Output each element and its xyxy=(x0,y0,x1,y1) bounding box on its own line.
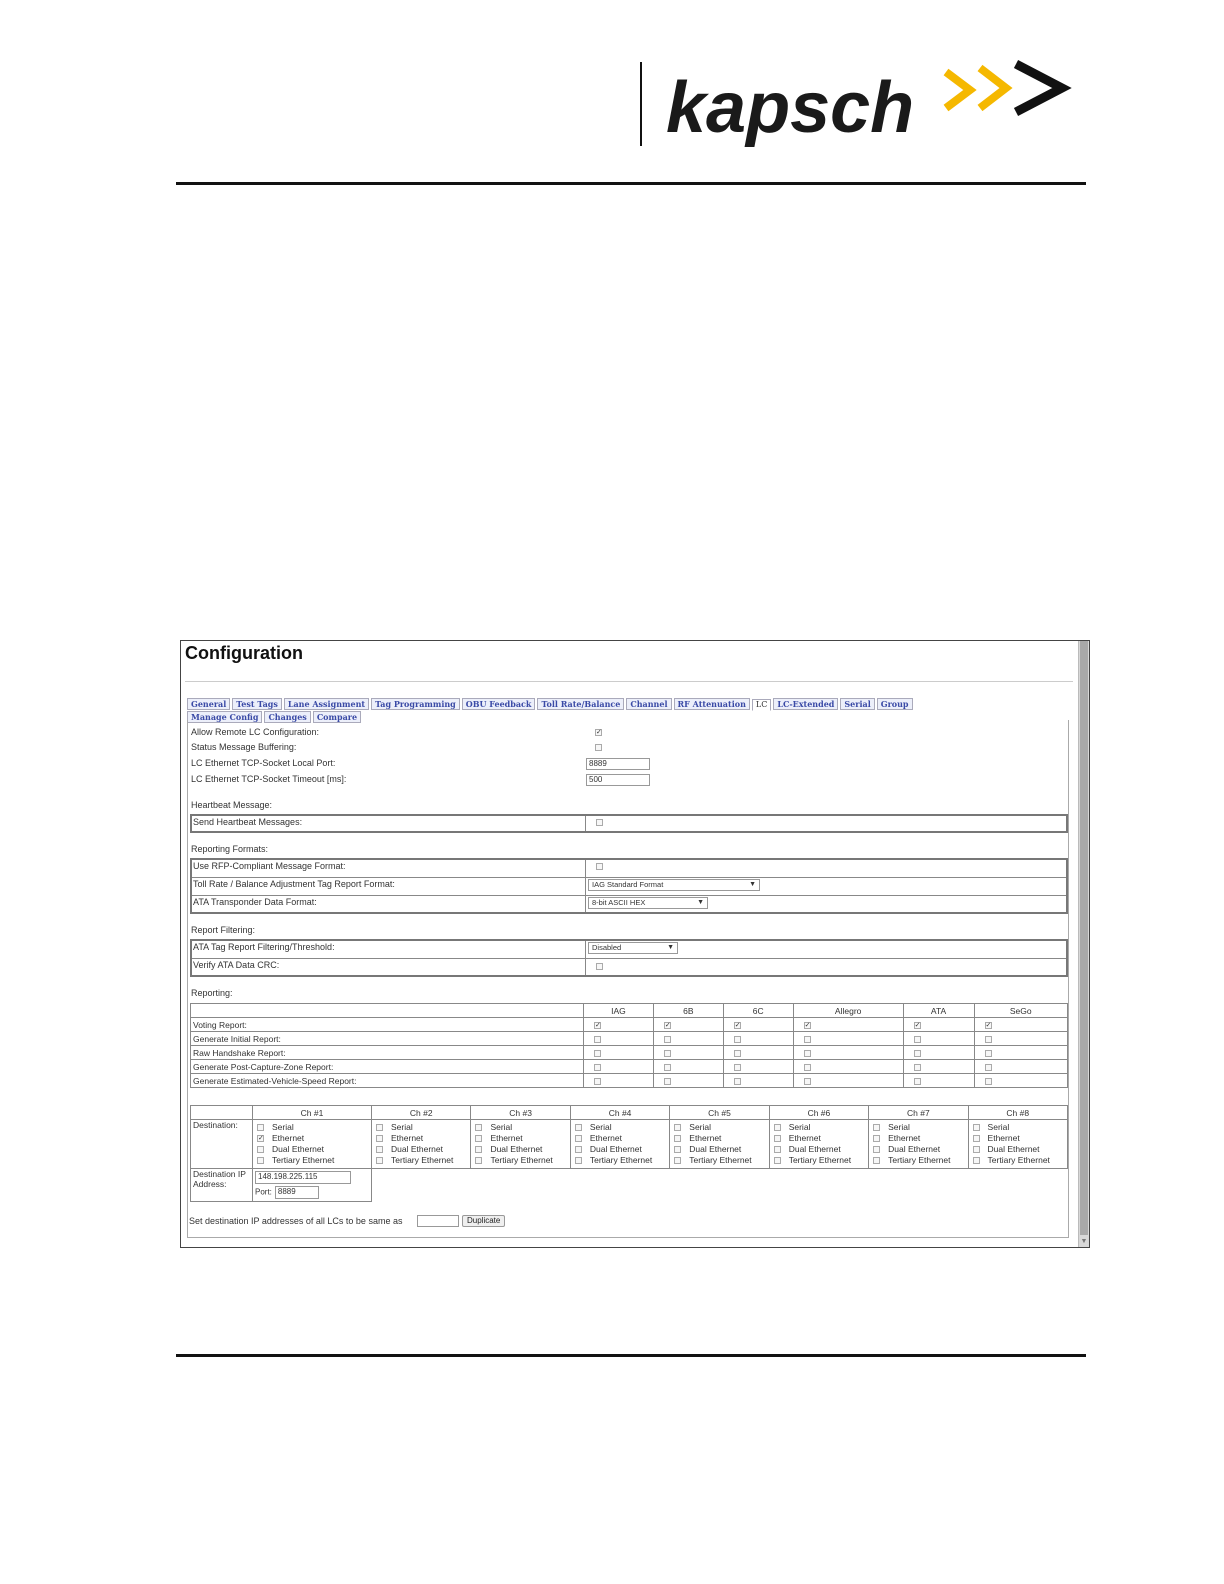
destination-option xyxy=(573,1133,667,1144)
channel-options xyxy=(869,1120,968,1169)
tab-compare[interactable]: Compare xyxy=(313,711,361,723)
reporting-cell xyxy=(584,1018,654,1032)
destination-checkbox[interactable] xyxy=(873,1135,880,1142)
destination-checkbox[interactable] xyxy=(575,1146,582,1153)
channel-options xyxy=(471,1120,570,1169)
same-as-input[interactable] xyxy=(417,1215,459,1227)
report-checkbox[interactable] xyxy=(594,1064,601,1071)
report-checkbox[interactable]: ✓ xyxy=(804,1021,811,1029)
reporting-cell xyxy=(653,1018,723,1032)
destination-option-label: Serial xyxy=(490,1122,513,1132)
destination-option xyxy=(573,1144,667,1155)
send-heartbeat-label: Send Heartbeat Messages: xyxy=(193,817,303,827)
destination-option xyxy=(672,1122,766,1133)
threshold-value: Disabled xyxy=(592,943,622,952)
report-checkbox[interactable]: ✓ xyxy=(664,1021,671,1029)
title-divider xyxy=(185,681,1073,682)
channel-options xyxy=(372,1120,471,1169)
crc-label: Verify ATA Data CRC: xyxy=(193,960,280,970)
reporting-table xyxy=(190,1003,1068,1088)
reporting-cell xyxy=(903,1032,974,1046)
page-title: Configuration xyxy=(185,643,303,663)
channel-options xyxy=(670,1120,769,1169)
destination-option-label: Serial xyxy=(987,1122,1010,1132)
tab-test-tags[interactable]: Test Tags xyxy=(232,698,282,710)
destination-option-label: Dual Ethernet xyxy=(490,1144,543,1154)
destination-option xyxy=(255,1122,369,1133)
reporting-column-header: SeGo xyxy=(974,1004,1068,1018)
destination-option-label: Tertiary Ethernet xyxy=(987,1155,1050,1165)
destination-option-label: Tertiary Ethernet xyxy=(589,1155,653,1165)
destination-checkbox[interactable] xyxy=(973,1146,980,1153)
heartbeat-box xyxy=(190,814,1068,833)
allow-remote-checkbox[interactable]: ✓ xyxy=(596,729,602,736)
timeout-label: LC Ethernet TCP-Socket Timeout [ms]: xyxy=(191,774,347,784)
destination-checkbox[interactable] xyxy=(575,1124,582,1131)
reporting-cell xyxy=(793,1074,903,1088)
channel-options xyxy=(968,1120,1067,1169)
ata-format-label: ATA Transponder Data Format: xyxy=(193,897,317,907)
destination-option xyxy=(473,1155,567,1166)
reporting-row xyxy=(191,1060,1068,1074)
destination-port-label: Port: xyxy=(255,1187,272,1197)
rfp-checkbox[interactable] xyxy=(596,863,603,870)
reporting-column-header: IAG xyxy=(584,1004,654,1018)
destination-option-label: Ethernet xyxy=(888,1133,921,1143)
channel-header: Ch #3 xyxy=(471,1106,570,1120)
reporting-cell xyxy=(974,1074,1068,1088)
destination-option xyxy=(255,1133,369,1144)
reporting-cell xyxy=(903,1074,974,1088)
report-checkbox[interactable] xyxy=(914,1050,921,1057)
destination-option xyxy=(672,1133,766,1144)
reporting-cell xyxy=(974,1032,1068,1046)
reporting-cell xyxy=(584,1046,654,1060)
toll-format-label: Toll Rate / Balance Adjustment Tag Report Format: xyxy=(193,879,395,889)
destination-checkbox[interactable] xyxy=(873,1124,880,1131)
destination-checkbox[interactable] xyxy=(257,1124,264,1131)
report-checkbox[interactable]: ✓ xyxy=(985,1021,992,1029)
destination-port-row xyxy=(255,1186,369,1199)
destination-checkbox[interactable] xyxy=(674,1124,681,1131)
destination-option-label: Ethernet xyxy=(391,1133,424,1143)
destination-option xyxy=(255,1155,369,1166)
reporting-column-header: Allegro xyxy=(793,1004,903,1018)
tab-rf-attenuation[interactable]: RF Attenuation xyxy=(674,698,750,710)
logo-divider xyxy=(640,62,642,146)
heartbeat-title: Heartbeat Message: xyxy=(191,800,273,810)
destination-checkbox[interactable] xyxy=(973,1157,980,1164)
destination-checkbox[interactable] xyxy=(376,1157,383,1164)
report-checkbox[interactable] xyxy=(985,1050,992,1057)
report-checkbox[interactable] xyxy=(734,1036,741,1043)
reporting-cell xyxy=(653,1060,723,1074)
report-checkbox[interactable] xyxy=(664,1078,671,1085)
channel-options xyxy=(769,1120,868,1169)
destination-option-label: Tertiary Ethernet xyxy=(788,1155,852,1165)
reporting-cell xyxy=(653,1032,723,1046)
destination-option-label: Tertiary Ethernet xyxy=(391,1155,454,1165)
reporting-cell xyxy=(723,1018,793,1032)
destination-checkbox[interactable] xyxy=(774,1157,781,1164)
destination-checkbox[interactable] xyxy=(376,1124,383,1131)
destination-option-label: Ethernet xyxy=(689,1133,722,1143)
destination-checkbox[interactable] xyxy=(774,1146,781,1153)
destination-option xyxy=(871,1133,965,1144)
destination-option-label: Tertiary Ethernet xyxy=(490,1155,553,1165)
destination-option xyxy=(672,1144,766,1155)
reporting-column-header: 6C xyxy=(723,1004,793,1018)
destination-label: Destination: xyxy=(191,1120,253,1169)
destination-option-label: Dual Ethernet xyxy=(689,1144,742,1154)
destination-option-label: Ethernet xyxy=(490,1133,523,1143)
channel-header: Ch #8 xyxy=(968,1106,1067,1120)
destination-option-label: Dual Ethernet xyxy=(391,1144,443,1154)
report-checkbox[interactable] xyxy=(804,1036,811,1043)
destination-checkbox[interactable] xyxy=(873,1157,880,1164)
destination-option xyxy=(772,1133,866,1144)
local-port-label: LC Ethernet TCP-Socket Local Port: xyxy=(191,758,336,768)
channel-options xyxy=(570,1120,669,1169)
channel-header: Ch #2 xyxy=(372,1106,471,1120)
channel-header: Ch #7 xyxy=(869,1106,968,1120)
destination-checkbox[interactable] xyxy=(774,1124,781,1131)
report-checkbox[interactable] xyxy=(664,1064,671,1071)
destination-option xyxy=(374,1144,468,1155)
tab-group[interactable]: Group xyxy=(877,698,913,710)
reporting-cell xyxy=(723,1060,793,1074)
ata-format-value: 8-bit ASCII HEX xyxy=(592,898,646,907)
reporting-cell xyxy=(793,1032,903,1046)
destination-option xyxy=(473,1122,567,1133)
tab-lc[interactable]: LC xyxy=(752,699,771,711)
destination-option xyxy=(672,1155,766,1166)
destination-checkbox[interactable] xyxy=(257,1146,264,1153)
allow-remote-label: Allow Remote LC Configuration: xyxy=(191,727,320,737)
status-buffering-label: Status Message Buffering: xyxy=(191,742,297,752)
reporting-cell xyxy=(793,1018,903,1032)
tab-changes[interactable]: Changes xyxy=(264,711,310,723)
reporting-formats-title: Reporting Formats: xyxy=(191,844,269,854)
destination-option-label: Serial xyxy=(888,1122,910,1132)
send-heartbeat-checkbox[interactable] xyxy=(596,819,603,826)
reporting-cell xyxy=(723,1032,793,1046)
destination-checkbox[interactable] xyxy=(674,1146,681,1153)
destination-checkbox[interactable] xyxy=(873,1146,880,1153)
scrollbar[interactable] xyxy=(1078,641,1089,1247)
channel-header: Ch #1 xyxy=(253,1106,372,1120)
report-checkbox[interactable] xyxy=(804,1050,811,1057)
destination-checkbox[interactable] xyxy=(475,1135,482,1142)
reporting-cell xyxy=(903,1046,974,1060)
report-checkbox[interactable] xyxy=(914,1078,921,1085)
reporting-row xyxy=(191,1032,1068,1046)
destination-option-label: Ethernet xyxy=(589,1133,622,1143)
reporting-cell xyxy=(793,1060,903,1074)
destination-option xyxy=(871,1144,965,1155)
reporting-column-header: 6B xyxy=(653,1004,723,1018)
channel-options xyxy=(253,1120,372,1169)
reporting-cell xyxy=(653,1074,723,1088)
destination-port-input[interactable]: 8889 xyxy=(275,1186,319,1199)
timeout-input[interactable]: 500 xyxy=(586,774,650,786)
destination-option-label: Serial xyxy=(272,1122,294,1132)
toll-format-value: IAG Standard Format xyxy=(592,880,664,889)
destination-checkbox[interactable] xyxy=(475,1124,482,1131)
destination-option-label: Dual Ethernet xyxy=(589,1144,642,1154)
ata-format-select[interactable] xyxy=(588,897,708,909)
destination-option-label: Ethernet xyxy=(987,1133,1020,1143)
report-checkbox[interactable] xyxy=(734,1078,741,1085)
destination-ip-cell xyxy=(253,1169,372,1202)
configuration-screenshot xyxy=(180,640,1090,1248)
destination-option xyxy=(473,1133,567,1144)
destination-checkbox[interactable] xyxy=(973,1124,980,1131)
destination-checkbox[interactable] xyxy=(973,1135,980,1142)
destination-option-label: Serial xyxy=(391,1122,413,1132)
destination-checkbox[interactable] xyxy=(575,1157,582,1164)
destination-option-label: Tertiary Ethernet xyxy=(689,1155,752,1165)
threshold-label: ATA Tag Report Filtering/Threshold: xyxy=(193,942,335,952)
destination-option xyxy=(971,1155,1065,1166)
tab-toll-rate-balance[interactable]: Toll Rate/Balance xyxy=(537,698,624,710)
report-checkbox[interactable] xyxy=(664,1036,671,1043)
report-checkbox[interactable] xyxy=(985,1064,992,1071)
channel-header: Ch #4 xyxy=(570,1106,669,1120)
report-checkbox[interactable] xyxy=(914,1036,921,1043)
channel-header: Ch #5 xyxy=(670,1106,769,1120)
destination-option xyxy=(971,1122,1065,1133)
reporting-title: Reporting: xyxy=(191,988,233,998)
destination-option xyxy=(573,1122,667,1133)
reporting-cell xyxy=(974,1046,1068,1060)
destination-option-label: Tertiary Ethernet xyxy=(888,1155,951,1165)
report-checkbox[interactable] xyxy=(594,1050,601,1057)
destination-checkbox[interactable]: ✓ xyxy=(258,1135,264,1143)
reporting-column-header: ATA xyxy=(903,1004,974,1018)
destination-option xyxy=(871,1155,965,1166)
destination-checkbox[interactable] xyxy=(257,1157,264,1164)
logo-wordmark: kapsch xyxy=(666,68,915,148)
tab-manage-config[interactable]: Manage Config xyxy=(187,711,262,723)
destination-ip-input[interactable]: 148.198.225.115 xyxy=(255,1171,351,1184)
chevron-down-icon: ▼ xyxy=(667,944,674,951)
reporting-cell xyxy=(584,1032,654,1046)
destination-option xyxy=(374,1122,468,1133)
destination-option-label: Tertiary Ethernet xyxy=(272,1155,335,1165)
rfp-label: Use RFP-Compliant Message Format: xyxy=(193,861,346,871)
footer-rule xyxy=(176,1354,1086,1357)
reporting-header-corner xyxy=(191,1004,584,1018)
report-checkbox[interactable] xyxy=(914,1064,921,1071)
same-as-label: Set destination IP addresses of all LCs to be same as xyxy=(189,1216,403,1226)
reporting-cell xyxy=(584,1060,654,1074)
tab-tag-programming[interactable]: Tag Programming xyxy=(371,698,460,710)
reporting-row xyxy=(191,1018,1068,1032)
destination-option-label: Serial xyxy=(589,1122,612,1132)
destination-ip-label: Destination IP Address: xyxy=(191,1169,253,1202)
destination-option xyxy=(473,1144,567,1155)
tab-obu-feedback[interactable]: OBU Feedback xyxy=(462,698,536,710)
destination-option xyxy=(971,1133,1065,1144)
destination-option-label: Ethernet xyxy=(272,1133,305,1143)
destination-option-label: Dual Ethernet xyxy=(788,1144,841,1154)
destination-option xyxy=(871,1122,965,1133)
reporting-cell xyxy=(903,1018,974,1032)
tab-general[interactable]: General xyxy=(187,698,230,710)
reporting-row xyxy=(191,1046,1068,1060)
reporting-cell xyxy=(903,1060,974,1074)
destination-checkbox[interactable] xyxy=(674,1157,681,1164)
report-checkbox[interactable] xyxy=(804,1078,811,1085)
status-buffering-checkbox[interactable] xyxy=(595,744,602,751)
report-checkbox[interactable] xyxy=(664,1050,671,1057)
report-checkbox[interactable]: ✓ xyxy=(595,1021,601,1029)
reporting-cell xyxy=(793,1046,903,1060)
reporting-row-label: Generate Initial Report: xyxy=(191,1032,584,1046)
threshold-select[interactable] xyxy=(588,942,678,954)
reporting-cell xyxy=(584,1074,654,1088)
destination-option xyxy=(971,1144,1065,1155)
destination-checkbox[interactable] xyxy=(674,1135,681,1142)
destination-option xyxy=(374,1155,468,1166)
reporting-cell xyxy=(723,1074,793,1088)
chevron-down-icon: ▼ xyxy=(697,899,704,906)
tab-lc-extended[interactable]: LC-Extended xyxy=(773,698,838,710)
header-rule xyxy=(176,182,1086,185)
destination-option-label: Dual Ethernet xyxy=(888,1144,941,1154)
reporting-row-label: Generate Post-Capture-Zone Report: xyxy=(191,1060,584,1074)
reporting-cell xyxy=(723,1046,793,1060)
scrollbar-thumb[interactable] xyxy=(1080,641,1088,1235)
destination-table xyxy=(190,1105,1068,1202)
crc-checkbox[interactable] xyxy=(596,963,603,970)
report-checkbox[interactable] xyxy=(734,1050,741,1057)
destination-option xyxy=(772,1144,866,1155)
report-checkbox[interactable]: ✓ xyxy=(914,1021,921,1029)
report-checkbox[interactable] xyxy=(804,1064,811,1071)
reporting-cell xyxy=(974,1060,1068,1074)
tab-serial[interactable]: Serial xyxy=(840,698,874,710)
report-checkbox[interactable] xyxy=(734,1064,741,1071)
tab-lane-assignment[interactable]: Lane Assignment xyxy=(284,698,369,710)
destination-checkbox[interactable] xyxy=(774,1135,781,1142)
destination-option-label: Serial xyxy=(689,1122,712,1132)
destination-checkbox[interactable] xyxy=(575,1135,582,1142)
report-checkbox[interactable] xyxy=(594,1078,601,1085)
destination-checkbox[interactable] xyxy=(376,1146,383,1153)
destination-option xyxy=(374,1133,468,1144)
report-checkbox[interactable] xyxy=(985,1078,992,1085)
destination-option-label: Ethernet xyxy=(788,1133,821,1143)
destination-checkbox[interactable] xyxy=(376,1135,383,1142)
destination-checkbox[interactable] xyxy=(475,1146,482,1153)
destination-empty-cell xyxy=(372,1169,1068,1202)
reporting-row xyxy=(191,1074,1068,1088)
report-filtering-title: Report Filtering: xyxy=(191,925,256,935)
local-port-input[interactable]: 8889 xyxy=(586,758,650,770)
reporting-row-label: Generate Estimated-Vehicle-Speed Report: xyxy=(191,1074,584,1088)
destination-option-label: Dual Ethernet xyxy=(987,1144,1040,1154)
destination-option xyxy=(772,1155,866,1166)
destination-option xyxy=(573,1155,667,1166)
duplicate-button[interactable]: Duplicate xyxy=(462,1215,505,1227)
tab-channel[interactable]: Channel xyxy=(626,698,671,710)
destination-header-corner xyxy=(191,1106,253,1120)
chevron-down-icon: ▼ xyxy=(749,881,756,888)
report-checkbox[interactable] xyxy=(985,1036,992,1043)
toll-format-select[interactable] xyxy=(588,879,760,891)
destination-option-label: Dual Ethernet xyxy=(272,1144,324,1154)
destination-option xyxy=(255,1144,369,1155)
scroll-down-arrow-icon[interactable]: ▼ xyxy=(1080,1238,1088,1245)
reporting-row-label: Raw Handshake Report: xyxy=(191,1046,584,1060)
report-checkbox[interactable]: ✓ xyxy=(734,1021,741,1029)
report-checkbox[interactable] xyxy=(594,1036,601,1043)
destination-checkbox[interactable] xyxy=(475,1157,482,1164)
reporting-cell xyxy=(653,1046,723,1060)
reporting-cell xyxy=(974,1018,1068,1032)
destination-option xyxy=(772,1122,866,1133)
reporting-row-label: Voting Report: xyxy=(191,1018,584,1032)
kapsch-logo xyxy=(666,60,1076,150)
destination-option-label: Serial xyxy=(788,1122,811,1132)
channel-header: Ch #6 xyxy=(769,1106,868,1120)
